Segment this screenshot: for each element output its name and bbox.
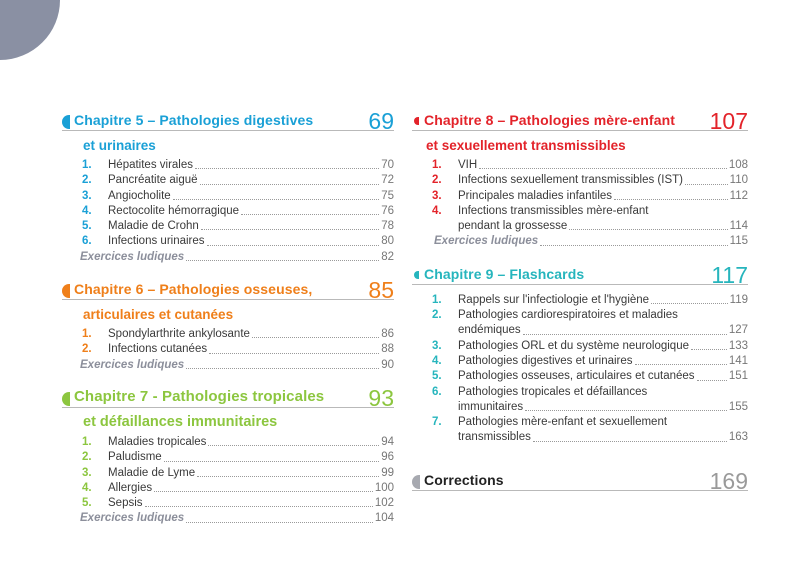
entry-page: 70 bbox=[381, 159, 394, 171]
exercises-label: Exercices ludiques bbox=[80, 250, 185, 263]
chapter-page: 117 bbox=[711, 261, 748, 288]
entry-number: 1. bbox=[82, 328, 92, 341]
toc-entry[interactable] bbox=[62, 189, 394, 204]
dot-leader bbox=[209, 353, 379, 354]
entry-label-line1: Infections transmissibles mère-enfant bbox=[458, 204, 649, 217]
entry-number: 2. bbox=[82, 343, 92, 356]
chapter-5 bbox=[62, 108, 394, 265]
toc-entry[interactable] bbox=[62, 466, 394, 481]
chapter-title: Chapitre 9 – Flashcards bbox=[424, 265, 585, 282]
chapter-7-heading[interactable] bbox=[62, 384, 394, 411]
chapter-page: 69 bbox=[368, 108, 394, 134]
entry-page: 76 bbox=[381, 204, 394, 217]
entry-label: Pancréatite aiguë bbox=[108, 174, 198, 187]
entry-number: 3. bbox=[82, 466, 92, 479]
corrections-title: Corrections bbox=[424, 471, 504, 488]
exercises-label: Exercices ludiques bbox=[80, 512, 185, 525]
toc-entry[interactable] bbox=[412, 339, 748, 354]
entry-label: Principales maladies infantiles bbox=[458, 189, 613, 202]
exercises-entry[interactable] bbox=[412, 234, 748, 249]
exercises-entry[interactable] bbox=[62, 250, 394, 265]
entry-page: 163 bbox=[728, 431, 748, 444]
dot-leader bbox=[691, 349, 727, 350]
dot-leader bbox=[173, 199, 380, 200]
entry-label: Rectocolite hémorragique bbox=[108, 204, 240, 217]
chapter-9 bbox=[412, 262, 748, 446]
entry-number: 1. bbox=[432, 293, 442, 306]
entry-page: 78 bbox=[381, 220, 394, 233]
dot-leader bbox=[186, 368, 379, 369]
exercises-page: 90 bbox=[381, 358, 394, 371]
toc-entry[interactable] bbox=[62, 219, 394, 234]
chapter-subtitle: articulaires et cutanées bbox=[83, 307, 234, 323]
entry-label-line2: transmissibles bbox=[458, 431, 531, 444]
entry-label: Rappels sur l'infectiologie et l'hygiène bbox=[458, 293, 650, 306]
toc-entry[interactable] bbox=[412, 415, 748, 446]
entry-page: 127 bbox=[728, 324, 748, 337]
entry-number: 3. bbox=[432, 339, 442, 352]
entry-number: 6. bbox=[432, 385, 442, 398]
toc-entry[interactable] bbox=[62, 342, 394, 357]
exercises-entry[interactable] bbox=[62, 358, 394, 373]
dot-leader bbox=[208, 445, 379, 446]
dot-leader bbox=[195, 168, 379, 169]
entry-label: Infections sexuellement transmissibles (IST) bbox=[458, 174, 683, 187]
entry-label: Maladie de Crohn bbox=[108, 220, 199, 233]
entry-number: 3. bbox=[432, 189, 442, 202]
toc-entry[interactable] bbox=[412, 158, 748, 173]
chapter-6 bbox=[62, 277, 394, 373]
entry-label: Sepsis bbox=[108, 497, 143, 510]
chapter-7 bbox=[62, 385, 394, 527]
entry-page: 100 bbox=[374, 481, 394, 494]
chapter-subtitle: et urinaires bbox=[83, 138, 156, 153]
chapter-tab-icon bbox=[412, 475, 420, 489]
dot-leader bbox=[533, 441, 727, 442]
toc-entry[interactable] bbox=[62, 435, 394, 450]
entry-label: Infections urinaires bbox=[108, 235, 205, 248]
entry-number: 1. bbox=[82, 159, 92, 171]
chapter-tab-icon bbox=[62, 392, 70, 406]
dot-leader bbox=[201, 229, 379, 230]
entry-number: 4. bbox=[432, 354, 442, 367]
entry-number: 2. bbox=[82, 451, 92, 464]
toc-entry[interactable] bbox=[62, 173, 394, 188]
dot-leader bbox=[523, 334, 727, 335]
chapter-title: Chapitre 6 – Pathologies osseuses, bbox=[74, 281, 313, 298]
chapter-tab-icon bbox=[414, 271, 419, 279]
chapter-8-heading[interactable] bbox=[412, 108, 748, 134]
entry-page: 141 bbox=[728, 354, 748, 367]
dot-leader bbox=[154, 491, 373, 492]
entry-label-line1: Pathologies cardiorespiratoires et maladies bbox=[458, 309, 678, 322]
entry-page: 75 bbox=[381, 189, 394, 202]
toc-entry[interactable] bbox=[62, 204, 394, 219]
entry-page: 112 bbox=[729, 189, 748, 202]
chapter-tab-icon bbox=[62, 284, 70, 298]
dot-leader bbox=[635, 364, 727, 365]
chapter-page: 85 bbox=[368, 277, 394, 304]
entry-label: Maladies tropicales bbox=[108, 435, 207, 448]
entry-number: 4. bbox=[432, 204, 442, 217]
exercises-label: Exercices ludiques bbox=[80, 358, 185, 371]
toc-entry[interactable] bbox=[62, 496, 394, 511]
exercises-page: 104 bbox=[374, 512, 394, 525]
toc-entry[interactable] bbox=[412, 189, 748, 204]
corner-decoration bbox=[0, 0, 60, 60]
entry-page: 72 bbox=[381, 174, 394, 187]
entry-label-line2: immunitaires bbox=[458, 400, 524, 413]
exercises-label: Exercices ludiques bbox=[434, 235, 539, 248]
chapter-9-heading[interactable] bbox=[412, 261, 748, 288]
toc-entry[interactable] bbox=[412, 354, 748, 369]
entry-label-line2: endémiques bbox=[458, 324, 521, 337]
chapter-page: 107 bbox=[709, 108, 748, 134]
entry-page: 133 bbox=[728, 339, 748, 352]
entry-number: 7. bbox=[432, 416, 442, 429]
corrections-page: 169 bbox=[709, 467, 748, 494]
toc-entry[interactable] bbox=[412, 173, 748, 188]
entry-page: 102 bbox=[374, 497, 394, 510]
entry-number: 2. bbox=[432, 309, 442, 322]
chapter-6-heading[interactable] bbox=[62, 277, 394, 304]
entry-label-line1: Pathologies mère-enfant et sexuellement bbox=[458, 416, 668, 429]
entry-label: Pathologies ORL et du système neurologique bbox=[458, 339, 689, 352]
dot-leader bbox=[207, 245, 380, 246]
toc-right-column bbox=[412, 108, 748, 503]
exercises-page: 82 bbox=[381, 250, 394, 263]
entry-number: 5. bbox=[82, 220, 92, 233]
dot-leader bbox=[186, 522, 373, 523]
entry-label: Angiocholite bbox=[108, 189, 171, 202]
dot-leader bbox=[614, 199, 728, 200]
entry-number: 2. bbox=[82, 174, 92, 187]
dot-leader bbox=[241, 214, 379, 215]
entry-number: 3. bbox=[82, 189, 92, 202]
entry-page: 151 bbox=[728, 370, 748, 383]
toc-entry[interactable] bbox=[62, 327, 394, 342]
entry-page: 99 bbox=[381, 466, 394, 479]
corrections-section bbox=[412, 467, 748, 494]
dot-leader bbox=[200, 184, 380, 185]
toc-entry[interactable] bbox=[62, 234, 394, 249]
entry-number: 5. bbox=[82, 497, 92, 510]
entry-page: 155 bbox=[728, 400, 748, 413]
entry-number: 1. bbox=[82, 435, 92, 448]
dot-leader bbox=[479, 168, 727, 169]
chapter-title: Chapitre 8 – Pathologies mère-enfant bbox=[424, 112, 675, 128]
chapter-tab-icon bbox=[414, 117, 419, 125]
toc-entry[interactable] bbox=[62, 450, 394, 465]
dot-leader bbox=[164, 461, 380, 462]
entry-number: 2. bbox=[432, 174, 442, 187]
exercises-page: 115 bbox=[729, 235, 748, 248]
exercises-entry[interactable] bbox=[62, 511, 394, 526]
dot-leader bbox=[651, 303, 728, 304]
entry-page: 96 bbox=[381, 451, 394, 464]
dot-leader bbox=[525, 410, 727, 411]
toc-entry[interactable] bbox=[62, 481, 394, 496]
entry-label: VIH bbox=[458, 159, 478, 171]
dot-leader bbox=[252, 337, 379, 338]
entry-number: 6. bbox=[82, 235, 92, 248]
chapter-page: 93 bbox=[368, 384, 394, 411]
chapter-8 bbox=[412, 108, 748, 250]
dot-leader bbox=[697, 380, 727, 381]
dot-leader bbox=[186, 260, 379, 261]
chapter-title: Chapitre 5 – Pathologies digestives bbox=[74, 112, 314, 128]
entry-page: 119 bbox=[729, 293, 748, 306]
entry-label-line2: pendant la grossesse bbox=[458, 220, 568, 233]
toc-entry[interactable] bbox=[412, 308, 748, 339]
chapter-tab-icon bbox=[62, 115, 70, 129]
entry-number: 1. bbox=[432, 159, 442, 171]
entry-page: 86 bbox=[381, 328, 394, 341]
entry-label: Allergies bbox=[108, 481, 153, 494]
entry-label: Pathologies osseuses, articulaires et cutanées bbox=[458, 370, 695, 383]
entry-number: 4. bbox=[82, 204, 92, 217]
entry-label: Infections cutanées bbox=[108, 343, 208, 356]
entry-number: 5. bbox=[432, 370, 442, 383]
entry-page: 88 bbox=[381, 343, 394, 356]
entry-label-line1: Pathologies tropicales et défaillances bbox=[458, 385, 648, 398]
entry-number: 4. bbox=[82, 481, 92, 494]
corrections-heading[interactable] bbox=[412, 467, 748, 494]
dot-leader bbox=[145, 506, 373, 507]
chapter-subtitle: et défaillances immunitaires bbox=[83, 413, 278, 430]
dot-leader bbox=[685, 184, 728, 185]
toc-entry[interactable] bbox=[412, 293, 748, 308]
entry-label: Pathologies digestives et urinaires bbox=[458, 354, 633, 367]
dot-leader bbox=[569, 229, 727, 230]
toc-left-column bbox=[62, 108, 394, 539]
entry-label: Hépatites virales bbox=[108, 159, 194, 171]
dot-leader bbox=[197, 476, 379, 477]
toc-entry[interactable] bbox=[412, 369, 748, 384]
entry-page: 80 bbox=[381, 235, 394, 248]
chapter-subtitle: et sexuellement transmissibles bbox=[426, 138, 626, 153]
chapter-5-heading[interactable] bbox=[62, 108, 394, 134]
entry-page: 110 bbox=[729, 174, 748, 187]
dot-leader bbox=[540, 245, 727, 246]
entry-label: Paludisme bbox=[108, 451, 162, 464]
entry-label: Maladie de Lyme bbox=[108, 466, 196, 479]
toc-entry[interactable] bbox=[62, 158, 394, 173]
toc-entry[interactable] bbox=[412, 204, 748, 235]
toc-entry[interactable] bbox=[412, 385, 748, 416]
entry-page: 94 bbox=[381, 435, 394, 448]
chapter-title: Chapitre 7 - Pathologies tropicales bbox=[74, 387, 325, 405]
entry-label: Spondylarthrite ankylosante bbox=[108, 328, 250, 341]
entry-page: 114 bbox=[729, 220, 748, 233]
entry-page: 108 bbox=[728, 159, 748, 171]
